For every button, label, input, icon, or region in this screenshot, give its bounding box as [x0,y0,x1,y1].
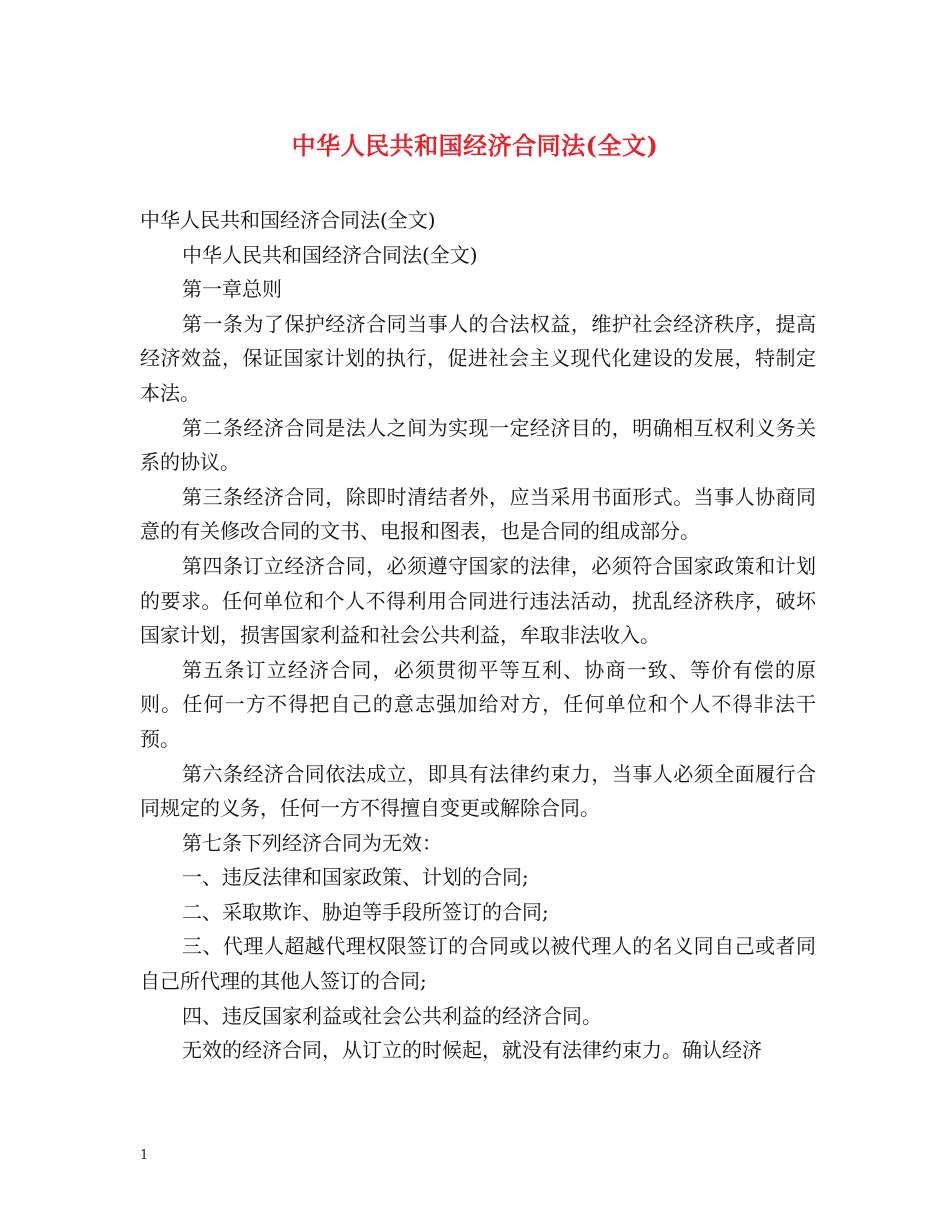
list-item: 四、违反国家利益或社会公共利益的经济合同。 [182,1003,602,1028]
paragraph: 第一条为了保护经济合同当事人的合法权益，维护社会经济秩序，提高经济效益，保证国家计划的执行，促进社会主义现代化建设的发展，特制定本法。 [140,311,816,405]
paragraph: 第五条订立经济合同，必须贯彻平等互利、协商一致、等价有偿的原则。任何一方不得把自己的意志强加给对方，任何单位和个人不得非法干预。 [140,657,816,751]
list-item: 三、代理人超越代理权限签订的合同或以被代理人的名义同自己或者同自己所代理的其他人签订的合同; [140,934,816,994]
list-item: 二、采取欺诈、胁迫等手段所签订的合同; [182,899,549,924]
paragraph: 第七条下列经济合同为无效： [182,830,442,855]
paragraph: 第二条经济合同是法人之间为实现一定经济目的，明确相互权利义务关系的协议。 [140,415,816,475]
paragraph: 第三条经济合同，除即时清结者外，应当采用书面形式。当事人协商同意的有关修改合同的文书、电报和图表，也是合同的组成部分。 [140,484,816,544]
document-body [140,203,816,1068]
list-item: 一、违反法律和国家政策、计划的合同; [182,865,529,890]
paragraph: 中华人民共和国经济合同法(全文) [182,242,478,267]
page-number: 1 [140,1148,149,1163]
paragraph: 无效的经济合同，从订立的时候起，就没有法律约束力。确认经济 [182,1038,762,1063]
document-title: 中华人民共和国经济合同法(全文) [291,131,659,160]
paragraph: 中华人民共和国经济合同法(全文) [140,208,436,232]
paragraph: 第四条订立经济合同，必须遵守国家的法律，必须符合国家政策和计划的要求。任何单位和个人不得利用合同进行违法活动，扰乱经济秩序，破坏国家计划，损害国家利益和社会公共利益，牟取非法收入。 [140,553,816,648]
paragraph: 第六条经济合同依法成立，即具有法律约束力，当事人必须全面履行合同规定的义务，任何一方不得擅自变更或解除合同。 [140,761,816,821]
chapter-heading: 第一章总则 [182,277,282,302]
